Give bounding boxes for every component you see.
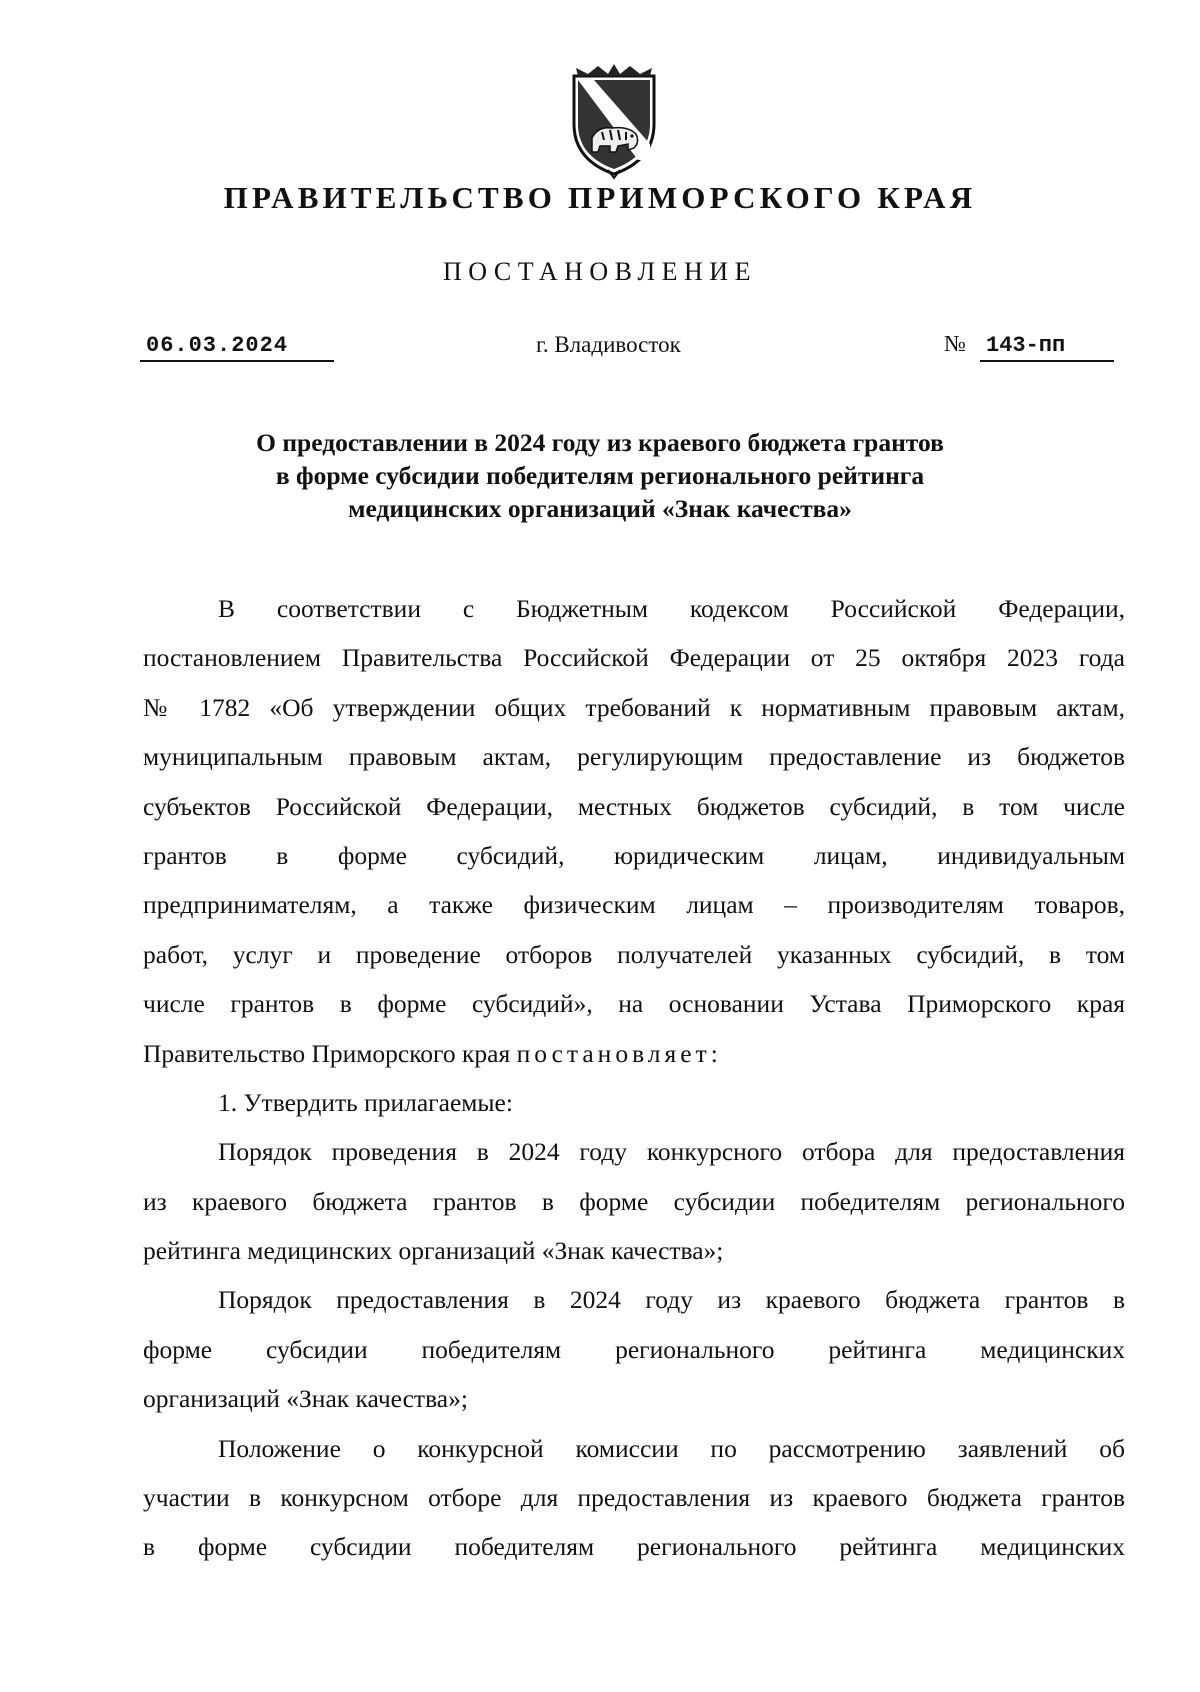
body-line: грантов в форме субсидий, юридическим лицам, индивидуальным <box>143 840 1125 870</box>
body-line: Порядок проведения в 2024 году конкурсного отбора для предоставления <box>218 1137 1125 1167</box>
body-line: предпринимателям, а также физическим лицам – производителям товаров, <box>143 890 1125 920</box>
subject-line: О предоставлении в 2024 году из краевого бюджета грантов <box>256 428 944 457</box>
document-number: 143-пп <box>980 333 1114 362</box>
body-line: в форме субсидии победителям регионального рейтинга медицинских <box>143 1532 1125 1562</box>
body-line: В соответствии с Бюджетным кодексом Российской Федерации, <box>218 594 1125 623</box>
body-line: Порядок предоставления в 2024 году из краевого бюджета грантов в <box>218 1285 1125 1315</box>
document-number-label: № <box>944 331 966 356</box>
document-body <box>143 584 1125 1572</box>
body-line: постановлением Правительства Российской Федерации от 25 октября 2023 года <box>143 643 1125 673</box>
document-city: г. Владивосток <box>536 332 681 357</box>
document-subject <box>0 426 1200 525</box>
body-line: № 1782 «Об утверждении общих требований к нормативным правовым актам, <box>143 692 1125 722</box>
body-line: из краевого бюджета грантов в форме субсидии победителям регионального <box>143 1186 1125 1216</box>
body-line: участии в конкурсном отборе для предоставления из краевого бюджета грантов <box>143 1483 1125 1513</box>
body-line: рейтинга медицинских организаций «Знак качества»; <box>143 1236 724 1266</box>
body-line <box>143 1029 1125 1078</box>
subject-line: в форме субсидии победителям регионального рейтинга <box>275 461 925 490</box>
body-spaced-verb: постановляет: <box>516 1038 722 1068</box>
government-name: ПРАВИТЕЛЬСТВО ПРИМОРСКОГО КРАЯ <box>223 180 977 215</box>
body-line: числе грантов в форме субсидий», на основании Устава Приморского края <box>143 989 1125 1019</box>
document-date: 06.03.2024 <box>140 333 334 362</box>
subject-line: медицинских организаций «Знак качества» <box>348 494 852 523</box>
body-text: Правительство Приморского края <box>143 1038 511 1068</box>
coat-of-arms-icon <box>568 62 660 180</box>
document-type: ПОСТАНОВЛЕНИЕ <box>443 257 757 286</box>
body-line: муниципальным правовым актам, регулирующим предоставление из бюджетов <box>143 742 1125 772</box>
body-line: организаций «Знак качества»; <box>143 1384 468 1414</box>
body-line: субъектов Российской Федерации, местных бюджетов субсидий, в том числе <box>143 791 1125 821</box>
body-line: 1. Утвердить прилагаемые: <box>218 1087 513 1117</box>
body-line: форме субсидии победителям регионального рейтинга медицинских <box>143 1334 1125 1364</box>
body-line: работ, услуг и проведение отборов получателей указанных субсидий, в том <box>143 939 1125 969</box>
body-line: Положение о конкурсной комиссии по рассмотрению заявлений об <box>218 1433 1125 1463</box>
